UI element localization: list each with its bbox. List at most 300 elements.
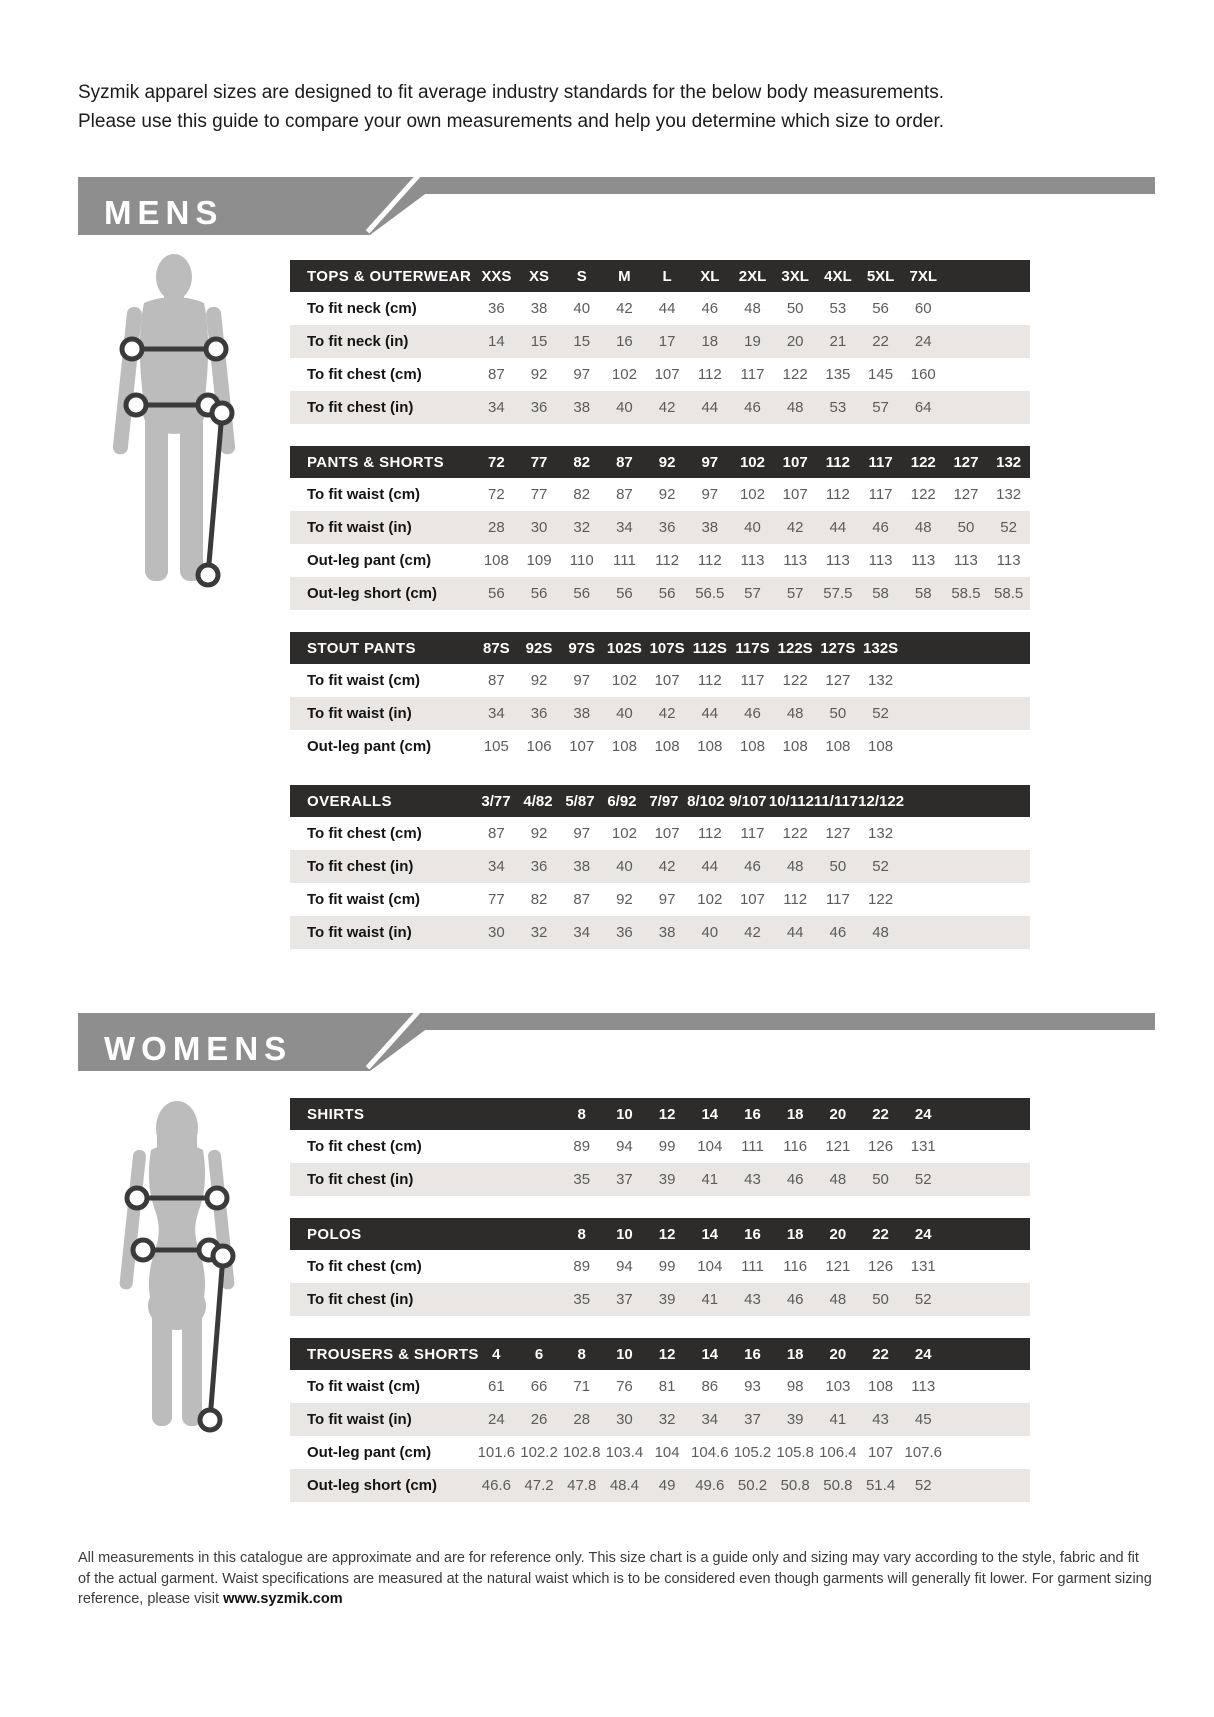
cell-value: 42 xyxy=(658,705,676,722)
cell-value: 107 xyxy=(569,738,595,755)
cell-value: 38 xyxy=(701,519,719,536)
cell-value: 121 xyxy=(825,1138,851,1155)
intro-line-1: Syzmik apparel sizes are designed to fit average industry standards for the below body measurements. xyxy=(78,82,945,103)
cell-value: 127 xyxy=(825,672,851,689)
size-col-header: S xyxy=(576,267,587,285)
cell-value: 56 xyxy=(573,585,591,602)
cell-value: 47.8 xyxy=(567,1477,597,1494)
cell-value: 87 xyxy=(488,825,505,842)
cell-value: 86 xyxy=(701,1378,719,1395)
cell-value: 37 xyxy=(744,1411,761,1428)
cell-value: 71 xyxy=(573,1378,591,1395)
size-col-header: 20 xyxy=(829,1225,847,1243)
intro-text xyxy=(78,78,1028,137)
cell-value: 122 xyxy=(910,486,936,503)
cell-value: 58.5 xyxy=(994,585,1024,602)
size-col-header: 7/97 xyxy=(649,792,679,810)
size-col-header: 22 xyxy=(872,1225,889,1243)
cell-value: 113 xyxy=(911,1378,936,1395)
size-col-header: L xyxy=(662,267,672,285)
cell-value: 94 xyxy=(616,1138,633,1155)
cell-value: 48 xyxy=(744,300,761,317)
row-label: To fit waist (in) xyxy=(307,1411,412,1428)
cell-value: 113 xyxy=(953,552,978,569)
size-col-header: 117S xyxy=(735,639,770,657)
cell-value: 99 xyxy=(658,1258,676,1275)
cell-value: 52 xyxy=(1000,519,1017,536)
cell-value: 53 xyxy=(829,300,847,317)
cell-value: 89 xyxy=(573,1138,591,1155)
table-row xyxy=(290,544,1030,577)
cell-value: 40 xyxy=(744,519,761,536)
cell-value: 46 xyxy=(701,300,719,317)
table-row xyxy=(290,577,1030,610)
cell-value: 104 xyxy=(697,1138,723,1155)
cell-value: 50 xyxy=(872,1291,889,1308)
table-row xyxy=(290,664,1030,697)
size-col-header: 16 xyxy=(744,1225,761,1243)
cell-value: 87 xyxy=(488,672,505,689)
cell-value: 97 xyxy=(573,825,591,842)
size-col-header: 12 xyxy=(658,1345,676,1363)
size-col-header: 4/82 xyxy=(523,792,553,810)
size-col-header: 92S xyxy=(525,639,553,657)
cell-value: 72 xyxy=(488,486,505,503)
size-col-header: 16 xyxy=(744,1105,761,1123)
size-table-stout-pants xyxy=(290,632,1030,763)
cell-value: 102 xyxy=(611,825,637,842)
cell-value: 15 xyxy=(530,333,548,350)
row-label: To fit chest (cm) xyxy=(307,1258,422,1275)
cell-value: 103.4 xyxy=(605,1444,644,1461)
cell-value: 41 xyxy=(701,1291,719,1308)
size-col-header: 24 xyxy=(914,1105,932,1123)
cell-value: 122 xyxy=(782,366,808,383)
cell-value: 105.2 xyxy=(733,1444,772,1461)
cell-value: 60 xyxy=(914,300,932,317)
cell-value: 127 xyxy=(825,825,851,842)
cell-value: 89 xyxy=(573,1258,591,1275)
row-label: To fit chest (in) xyxy=(307,1171,414,1188)
size-col-header: 132S xyxy=(863,639,899,657)
cell-value: 36 xyxy=(530,705,548,722)
cell-value: 113 xyxy=(740,552,765,569)
size-col-header: 77 xyxy=(530,453,548,471)
size-col-header: 9/107 xyxy=(729,792,767,810)
cell-value: 42 xyxy=(786,519,804,536)
cell-value: 102 xyxy=(611,672,637,689)
size-table-shirts xyxy=(290,1098,1030,1196)
table-header-row xyxy=(290,446,1030,478)
table-row xyxy=(290,916,1030,949)
cell-value: 46 xyxy=(744,858,761,875)
cell-value: 52 xyxy=(914,1291,932,1308)
size-col-header: 18 xyxy=(786,1225,804,1243)
cell-value: 66 xyxy=(530,1378,548,1395)
table-row xyxy=(290,697,1030,730)
cell-value: 108 xyxy=(611,738,637,755)
size-col-header: 102S xyxy=(606,639,642,657)
cell-value: 97 xyxy=(701,486,719,503)
cell-value: 113 xyxy=(911,552,936,569)
website-link[interactable]: www.syzmik.com xyxy=(223,1591,343,1608)
size-col-header: 87 xyxy=(616,453,633,471)
cell-value: 61 xyxy=(488,1378,505,1395)
cell-value: 46 xyxy=(829,924,847,941)
cell-value: 82 xyxy=(573,486,591,503)
row-label: To fit waist (cm) xyxy=(307,486,421,503)
cell-value: 35 xyxy=(573,1171,591,1188)
size-col-header: 8 xyxy=(577,1225,586,1243)
cell-value: 50.2 xyxy=(737,1477,768,1494)
cell-value: 127 xyxy=(953,486,979,503)
size-col-header: 14 xyxy=(701,1225,719,1243)
cell-value: 38 xyxy=(530,300,548,317)
cell-value: 40 xyxy=(616,399,633,416)
table-row xyxy=(290,391,1030,424)
cell-value: 132 xyxy=(868,672,894,689)
cell-value: 30 xyxy=(530,519,548,536)
table-row xyxy=(290,1163,1030,1196)
cell-value: 108 xyxy=(825,738,851,755)
womens-section-title: WOMENS xyxy=(104,1030,293,1067)
size-col-header: 10/112 xyxy=(768,792,814,810)
cell-value: 36 xyxy=(658,519,676,536)
size-col-header: 5/87 xyxy=(565,792,595,810)
cell-value: 49.6 xyxy=(695,1477,725,1494)
size-table-tops-outerwear xyxy=(290,260,1030,424)
cell-value: 28 xyxy=(488,519,505,536)
size-col-header: 97S xyxy=(568,639,596,657)
cell-value: 92 xyxy=(616,891,633,908)
size-table-pants-shorts xyxy=(290,446,1030,610)
cell-value: 112 xyxy=(655,552,680,569)
cell-value: 105.8 xyxy=(776,1444,814,1461)
cell-value: 105 xyxy=(483,738,509,755)
size-col-header: 107 xyxy=(782,453,808,471)
cell-value: 38 xyxy=(573,705,591,722)
size-col-header: 5XL xyxy=(866,267,895,285)
cell-value: 44 xyxy=(701,705,719,722)
row-label: Out-leg pant (cm) xyxy=(307,738,432,755)
size-col-header: 6 xyxy=(534,1345,544,1363)
size-col-header: 132 xyxy=(996,453,1022,471)
cell-value: 48 xyxy=(786,858,804,875)
size-col-header: 4 xyxy=(492,1345,501,1363)
size-col-header: 14 xyxy=(701,1345,719,1363)
cell-value: 122 xyxy=(868,891,894,908)
cell-value: 56 xyxy=(872,300,889,317)
size-col-header: 2XL xyxy=(738,267,767,285)
cell-value: 112 xyxy=(697,552,722,569)
cell-value: 131 xyxy=(910,1138,936,1155)
row-label: Out-leg pant (cm) xyxy=(307,1444,432,1461)
size-col-header: 18 xyxy=(786,1345,804,1363)
cell-value: 44 xyxy=(829,519,847,536)
row-label: To fit chest (cm) xyxy=(307,1138,422,1155)
table-row xyxy=(290,1283,1030,1316)
cell-value: 98 xyxy=(786,1378,804,1395)
size-col-header: 92 xyxy=(658,453,676,471)
cell-value: 82 xyxy=(530,891,548,908)
size-col-header: 10 xyxy=(616,1105,633,1123)
cell-value: 50 xyxy=(872,1171,889,1188)
row-label: To fit chest (cm) xyxy=(307,825,422,842)
cell-value: 56.5 xyxy=(695,585,725,602)
cell-value: 117 xyxy=(740,825,765,842)
size-col-header: 127S xyxy=(820,639,856,657)
cell-value: 57 xyxy=(872,399,889,416)
cell-value: 102.8 xyxy=(562,1444,601,1461)
cell-value: 39 xyxy=(786,1411,804,1428)
cell-value: 15 xyxy=(573,333,591,350)
cell-value: 122 xyxy=(782,672,808,689)
cell-value: 48 xyxy=(786,399,804,416)
size-col-header: M xyxy=(618,267,631,285)
size-col-header: 107S xyxy=(649,639,685,657)
size-col-header: 10 xyxy=(616,1225,633,1243)
cell-value: 38 xyxy=(658,924,676,941)
cell-value: 42 xyxy=(744,924,761,941)
cell-value: 92 xyxy=(530,366,548,383)
cell-value: 57 xyxy=(786,585,804,602)
intro-line-2: Please use this guide to compare your own measurements and help you determine which size to order. xyxy=(78,111,945,133)
cell-value: 112 xyxy=(783,891,808,908)
cell-value: 32 xyxy=(573,519,591,536)
size-col-header: 6/92 xyxy=(607,792,637,810)
cell-value: 64 xyxy=(914,399,932,416)
cell-value: 36 xyxy=(530,858,548,875)
size-col-header: 12/122 xyxy=(858,792,905,810)
cell-value: 107 xyxy=(739,891,765,908)
cell-value: 14 xyxy=(488,333,505,350)
cell-value: 36 xyxy=(488,300,505,317)
size-col-header: 16 xyxy=(744,1345,761,1363)
size-col-header: 24 xyxy=(914,1345,932,1363)
cell-value: 50 xyxy=(829,705,847,722)
size-table-polos xyxy=(290,1218,1030,1316)
cell-value: 46.6 xyxy=(481,1477,511,1494)
table-row xyxy=(290,358,1030,391)
cell-value: 39 xyxy=(658,1171,676,1188)
size-col-header: 20 xyxy=(829,1345,847,1363)
cell-value: 111 xyxy=(613,552,636,569)
cell-value: 107 xyxy=(782,486,808,503)
size-col-header: 22 xyxy=(872,1105,889,1123)
row-label: To fit neck (cm) xyxy=(307,300,417,317)
cell-value: 116 xyxy=(783,1138,808,1155)
cell-value: 117 xyxy=(740,672,765,689)
cell-value: 37 xyxy=(616,1171,633,1188)
cell-value: 28 xyxy=(573,1411,591,1428)
cell-value: 40 xyxy=(573,300,591,317)
table-header-row xyxy=(290,260,1030,292)
cell-value: 16 xyxy=(616,333,633,350)
cell-value: 53 xyxy=(829,399,847,416)
cell-value: 102 xyxy=(739,486,765,503)
disclaimer-text: All measurements in this catalogue are approximate and are for reference only. This size chart is a guide only and sizing may vary according to the style, fabric and fit of the actual garment. Waist specifications are measured at the natural waist which is to be considered even though garments will generally fit lower. For garment sizing reference, please visit xyxy=(78,1550,1152,1608)
cell-value: 135 xyxy=(825,366,851,383)
cell-value: 21 xyxy=(829,333,847,350)
cell-value: 107 xyxy=(654,366,680,383)
cell-value: 58.5 xyxy=(951,585,981,602)
cell-value: 99 xyxy=(658,1138,676,1155)
cell-value: 47.2 xyxy=(524,1477,554,1494)
cell-value: 94 xyxy=(616,1258,633,1275)
cell-value: 44 xyxy=(701,858,719,875)
size-table-overalls xyxy=(290,785,1030,949)
cell-value: 41 xyxy=(701,1171,719,1188)
cell-value: 81 xyxy=(658,1378,676,1395)
cell-value: 48.4 xyxy=(609,1477,640,1494)
cell-value: 117 xyxy=(740,366,765,383)
row-label: To fit waist (in) xyxy=(307,519,412,536)
size-col-header: 112 xyxy=(825,453,850,471)
cell-value: 113 xyxy=(868,552,893,569)
cell-value: 108 xyxy=(868,1378,894,1395)
cell-value: 34 xyxy=(488,399,505,416)
cell-value: 56 xyxy=(658,585,676,602)
cell-value: 92 xyxy=(658,486,676,503)
cell-value: 103 xyxy=(825,1378,851,1395)
cell-value: 102 xyxy=(697,891,723,908)
cell-value: 49 xyxy=(658,1477,676,1494)
row-label: To fit waist (cm) xyxy=(307,891,421,908)
cell-value: 44 xyxy=(658,300,676,317)
table-row xyxy=(290,325,1030,358)
size-col-header: 24 xyxy=(914,1225,932,1243)
cell-value: 77 xyxy=(488,891,505,908)
cell-value: 52 xyxy=(914,1171,932,1188)
cell-value: 34 xyxy=(701,1411,719,1428)
mens-tables xyxy=(290,260,1030,971)
cell-value: 46 xyxy=(744,399,761,416)
size-col-header: 112S xyxy=(692,639,727,657)
cell-value: 24 xyxy=(914,333,932,350)
size-table-trousers-shorts xyxy=(290,1338,1030,1502)
size-col-header: 4XL xyxy=(824,267,852,285)
table-row xyxy=(290,478,1030,511)
womens-section-banner xyxy=(78,1013,1155,1075)
cell-value: 36 xyxy=(616,924,633,941)
size-col-header: XS xyxy=(529,267,550,285)
row-label: To fit chest (in) xyxy=(307,1291,414,1308)
cell-value: 109 xyxy=(526,552,552,569)
cell-value: 113 xyxy=(783,552,808,569)
cell-value: 32 xyxy=(658,1411,676,1428)
cell-value: 20 xyxy=(786,333,804,350)
cell-value: 43 xyxy=(872,1411,889,1428)
cell-value: 108 xyxy=(483,552,509,569)
cell-value: 56 xyxy=(488,585,505,602)
table-row xyxy=(290,730,1030,763)
womens-tables xyxy=(290,1098,1030,1524)
cell-value: 102 xyxy=(611,366,637,383)
cell-value: 36 xyxy=(530,399,548,416)
size-col-header: 20 xyxy=(829,1105,847,1123)
row-label: To fit chest (in) xyxy=(307,399,414,416)
cell-value: 48 xyxy=(829,1291,847,1308)
cell-value: 112 xyxy=(697,366,722,383)
cell-value: 102.2 xyxy=(520,1444,558,1461)
cell-value: 113 xyxy=(825,552,850,569)
cell-value: 87 xyxy=(488,366,505,383)
cell-value: 39 xyxy=(658,1291,676,1308)
cell-value: 56 xyxy=(616,585,633,602)
cell-value: 58 xyxy=(914,585,932,602)
cell-value: 121 xyxy=(825,1258,851,1275)
table-row xyxy=(290,511,1030,544)
cell-value: 122 xyxy=(782,825,808,842)
cell-value: 112 xyxy=(825,486,850,503)
cell-value: 104 xyxy=(697,1258,723,1275)
size-col-header: 10 xyxy=(616,1345,633,1363)
row-label: Out-leg pant (cm) xyxy=(307,552,432,569)
cell-value: 40 xyxy=(616,858,633,875)
male-body-silhouette xyxy=(110,253,250,588)
cell-value: 45 xyxy=(914,1411,932,1428)
size-col-header: 3/77 xyxy=(481,792,511,810)
cell-value: 34 xyxy=(616,519,633,536)
cell-value: 107.6 xyxy=(904,1444,943,1461)
cell-value: 50.8 xyxy=(823,1477,853,1494)
cell-value: 34 xyxy=(488,858,505,875)
table-title: PANTS & SHORTS xyxy=(307,453,444,471)
cell-value: 48 xyxy=(829,1171,847,1188)
cell-value: 92 xyxy=(530,825,548,842)
cell-value: 112 xyxy=(697,825,722,842)
size-col-header: 127 xyxy=(953,453,979,471)
cell-value: 22 xyxy=(872,333,889,350)
table-title: TROUSERS & SHORTS xyxy=(307,1345,479,1363)
size-col-header: 11/117 xyxy=(813,792,859,810)
cell-value: 18 xyxy=(701,333,719,350)
size-col-header: 18 xyxy=(786,1105,804,1123)
table-row xyxy=(290,817,1030,850)
cell-value: 126 xyxy=(868,1138,894,1155)
row-label: To fit waist (cm) xyxy=(307,672,421,689)
cell-value: 107 xyxy=(868,1444,894,1461)
cell-value: 41 xyxy=(829,1411,847,1428)
row-label: To fit waist (cm) xyxy=(307,1378,421,1395)
table-title: STOUT PANTS xyxy=(307,639,416,657)
cell-value: 44 xyxy=(786,924,804,941)
cell-value: 42 xyxy=(658,858,676,875)
cell-value: 93 xyxy=(744,1378,761,1395)
cell-value: 107 xyxy=(654,825,680,842)
table-row xyxy=(290,1469,1030,1502)
size-col-header: 122 xyxy=(910,453,936,471)
cell-value: 46 xyxy=(786,1171,804,1188)
size-col-header: 8 xyxy=(577,1345,586,1363)
cell-value: 92 xyxy=(530,672,548,689)
row-label: Out-leg short (cm) xyxy=(307,585,437,602)
row-label: To fit chest (in) xyxy=(307,858,414,875)
size-col-header: 3XL xyxy=(781,267,809,285)
cell-value: 44 xyxy=(701,399,719,416)
table-title: POLOS xyxy=(307,1225,362,1243)
table-row xyxy=(290,850,1030,883)
cell-value: 40 xyxy=(616,705,633,722)
cell-value: 48 xyxy=(914,519,932,536)
size-col-header: 122S xyxy=(777,639,813,657)
table-row xyxy=(290,1436,1030,1469)
cell-value: 57.5 xyxy=(823,585,853,602)
cell-value: 106 xyxy=(526,738,552,755)
size-col-header: 117 xyxy=(868,453,893,471)
cell-value: 87 xyxy=(616,486,633,503)
cell-value: 24 xyxy=(488,1411,505,1428)
